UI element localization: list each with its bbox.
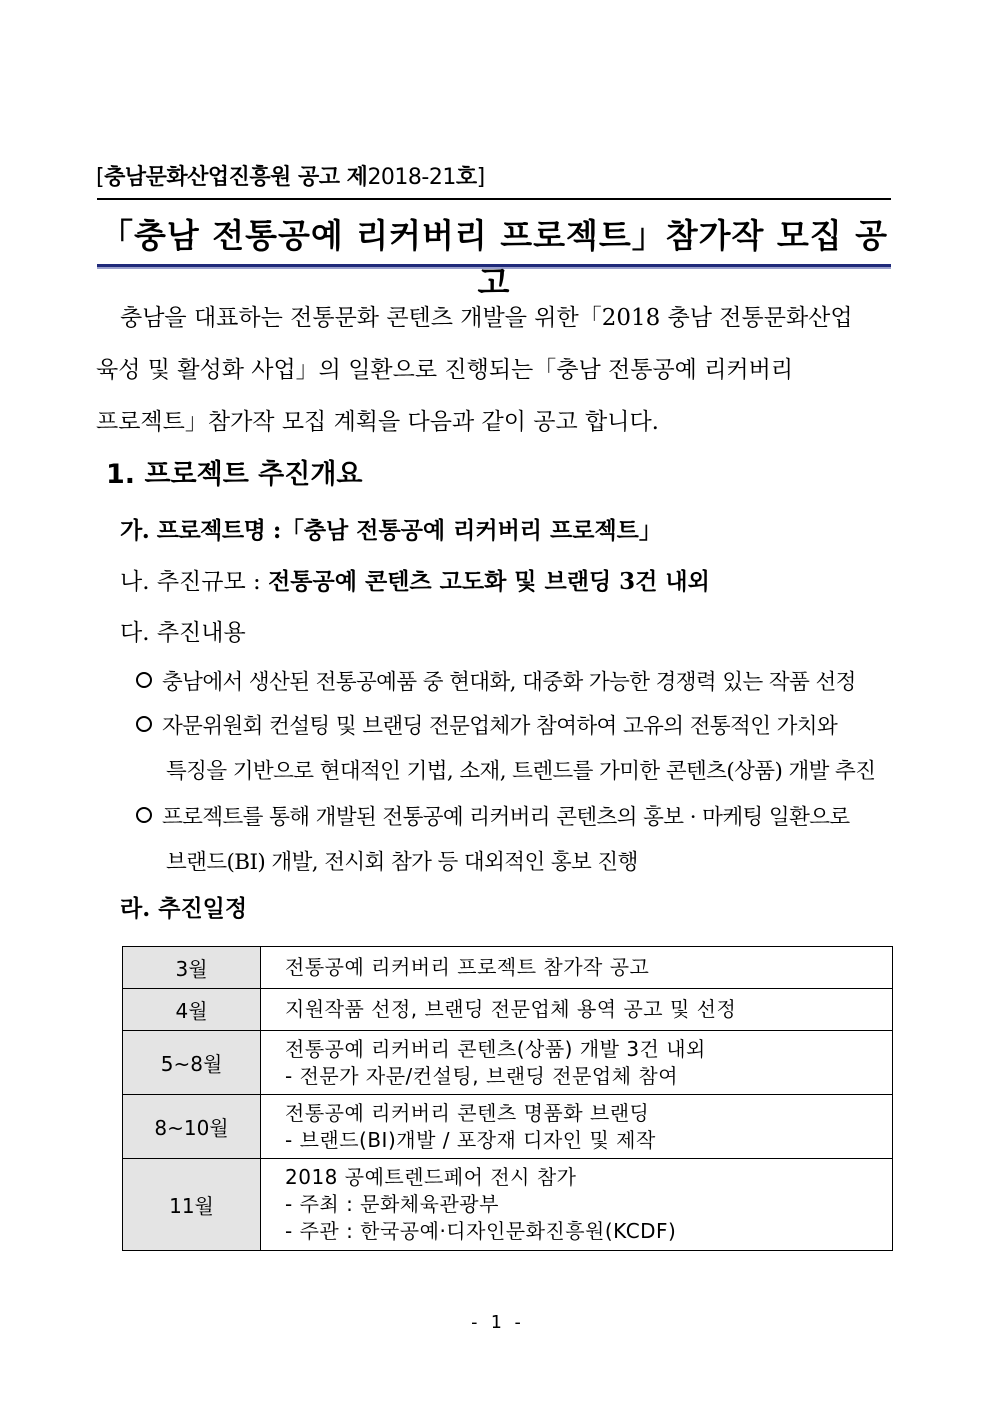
table-row — [123, 1095, 893, 1159]
desc-cell — [261, 1159, 893, 1251]
item-label: 라. 추진일정 — [120, 895, 248, 922]
table-row — [123, 989, 893, 1031]
month-cell: 8~10월 — [123, 1095, 261, 1159]
notice-org: 충남문화산업진흥원 공고 제 — [104, 165, 368, 190]
title-box — [97, 198, 891, 302]
table-row — [123, 947, 893, 989]
bullet-item — [136, 665, 856, 696]
intro-line-1: 충남을 대표하는 전통문화 콘텐츠 개발을 위한「2018 충남 전통문화산업 — [120, 305, 853, 331]
notice-num: 2018-21 — [367, 165, 456, 190]
desc-cell — [261, 1095, 893, 1159]
desc-cell — [261, 947, 893, 989]
section-heading: 1. 프로젝트 추진개요 — [106, 459, 363, 490]
document-title: 「충남 전통공예 리커버리 프로젝트」참가작 모집 공고 — [99, 216, 888, 302]
bracket-close: ] — [476, 165, 485, 190]
schedule-table — [122, 946, 893, 1251]
bullet-continuation: 특징을 기반으로 현대적인 기법, 소재, 트렌드를 가미한 콘텐츠(상품) 개발 추진 — [166, 759, 876, 784]
item-project-name — [120, 512, 662, 545]
bullet-item — [136, 800, 850, 831]
desc-line: 전통공예 리커버리 프로젝트 참가작 공고 — [285, 955, 650, 979]
desc-line: - 브랜드(BI)개발 / 포장재 디자인 및 제작 — [285, 1127, 656, 1152]
page-number: - 1 - — [468, 1312, 524, 1333]
item-schedule-label — [120, 890, 247, 923]
notice-suffix: 호 — [455, 165, 477, 190]
desc-line: - 전문가 자문/컨설팅, 브랜딩 전문업체 참여 — [285, 1063, 679, 1088]
intro-line-2: 육성 및 활성화 사업」의 일환으로 진행되는「충남 전통공예 리커버리 — [96, 357, 794, 383]
desc-line: 2018 공예트렌드페어 전시 참가 — [285, 1165, 577, 1189]
month-cell: 3월 — [123, 947, 261, 989]
item-contents-label: 다. 추진내용 — [120, 620, 246, 646]
bullet-item — [136, 709, 837, 740]
table-row — [123, 1031, 893, 1095]
item-value: 「충남 전통공예 리커버리 프로젝트」 — [280, 517, 662, 544]
desc-line: 지원작품 선정, 브랜딩 전문업체 용역 공고 및 선정 — [285, 997, 737, 1021]
month-cell: 4월 — [123, 989, 261, 1031]
bullet-continuation: 브랜드(BI) 개발, 전시회 참가 등 대외적인 홍보 진행 — [166, 850, 638, 875]
month-cell: 11월 — [123, 1159, 261, 1251]
item-label: 나. 추진규모 : — [120, 569, 261, 595]
bullet-text: 자문위원회 컨설팅 및 브랜딩 전문업체가 참여하여 고유의 전통적인 가치와 — [162, 714, 838, 739]
desc-cell — [261, 1031, 893, 1095]
desc-cell — [261, 989, 893, 1031]
bullet-text: 프로젝트를 통해 개발된 전통공예 리커버리 콘텐츠의 홍보 · 마케팅 일환으로 — [162, 805, 850, 830]
item-label: 가. 프로젝트명 : — [120, 517, 281, 544]
item-scale — [120, 563, 710, 596]
bullet-text: 충남에서 생산된 전통공예품 중 현대화, 대중화 가능한 경쟁력 있는 작품 선정 — [162, 670, 856, 695]
intro-paragraph — [96, 292, 896, 448]
desc-line: 전통공예 리커버리 콘텐츠 명품화 브랜딩 — [285, 1100, 650, 1125]
circle-bullet-icon — [136, 672, 152, 688]
intro-line-3: 프로젝트」참가작 모집 계획을 다음과 같이 공고 합니다. — [96, 409, 659, 435]
circle-bullet-icon — [136, 716, 152, 732]
desc-line: 전통공예 리커버리 콘텐츠(상품) 개발 3건 내외 — [285, 1036, 706, 1061]
circle-bullet-icon — [136, 807, 152, 823]
item-value: 전통공예 콘텐츠 고도화 및 브랜딩 3건 내외 — [268, 568, 710, 595]
desc-line: - 주관 : 한국공예·디자인문화진흥원(KCDF) — [285, 1219, 677, 1243]
table-row — [123, 1159, 893, 1251]
month-cell: 5~8월 — [123, 1031, 261, 1095]
bracket-open: [ — [96, 165, 105, 190]
desc-line: - 주최 : 문화체육관광부 — [285, 1192, 499, 1216]
notice-number — [96, 160, 485, 191]
